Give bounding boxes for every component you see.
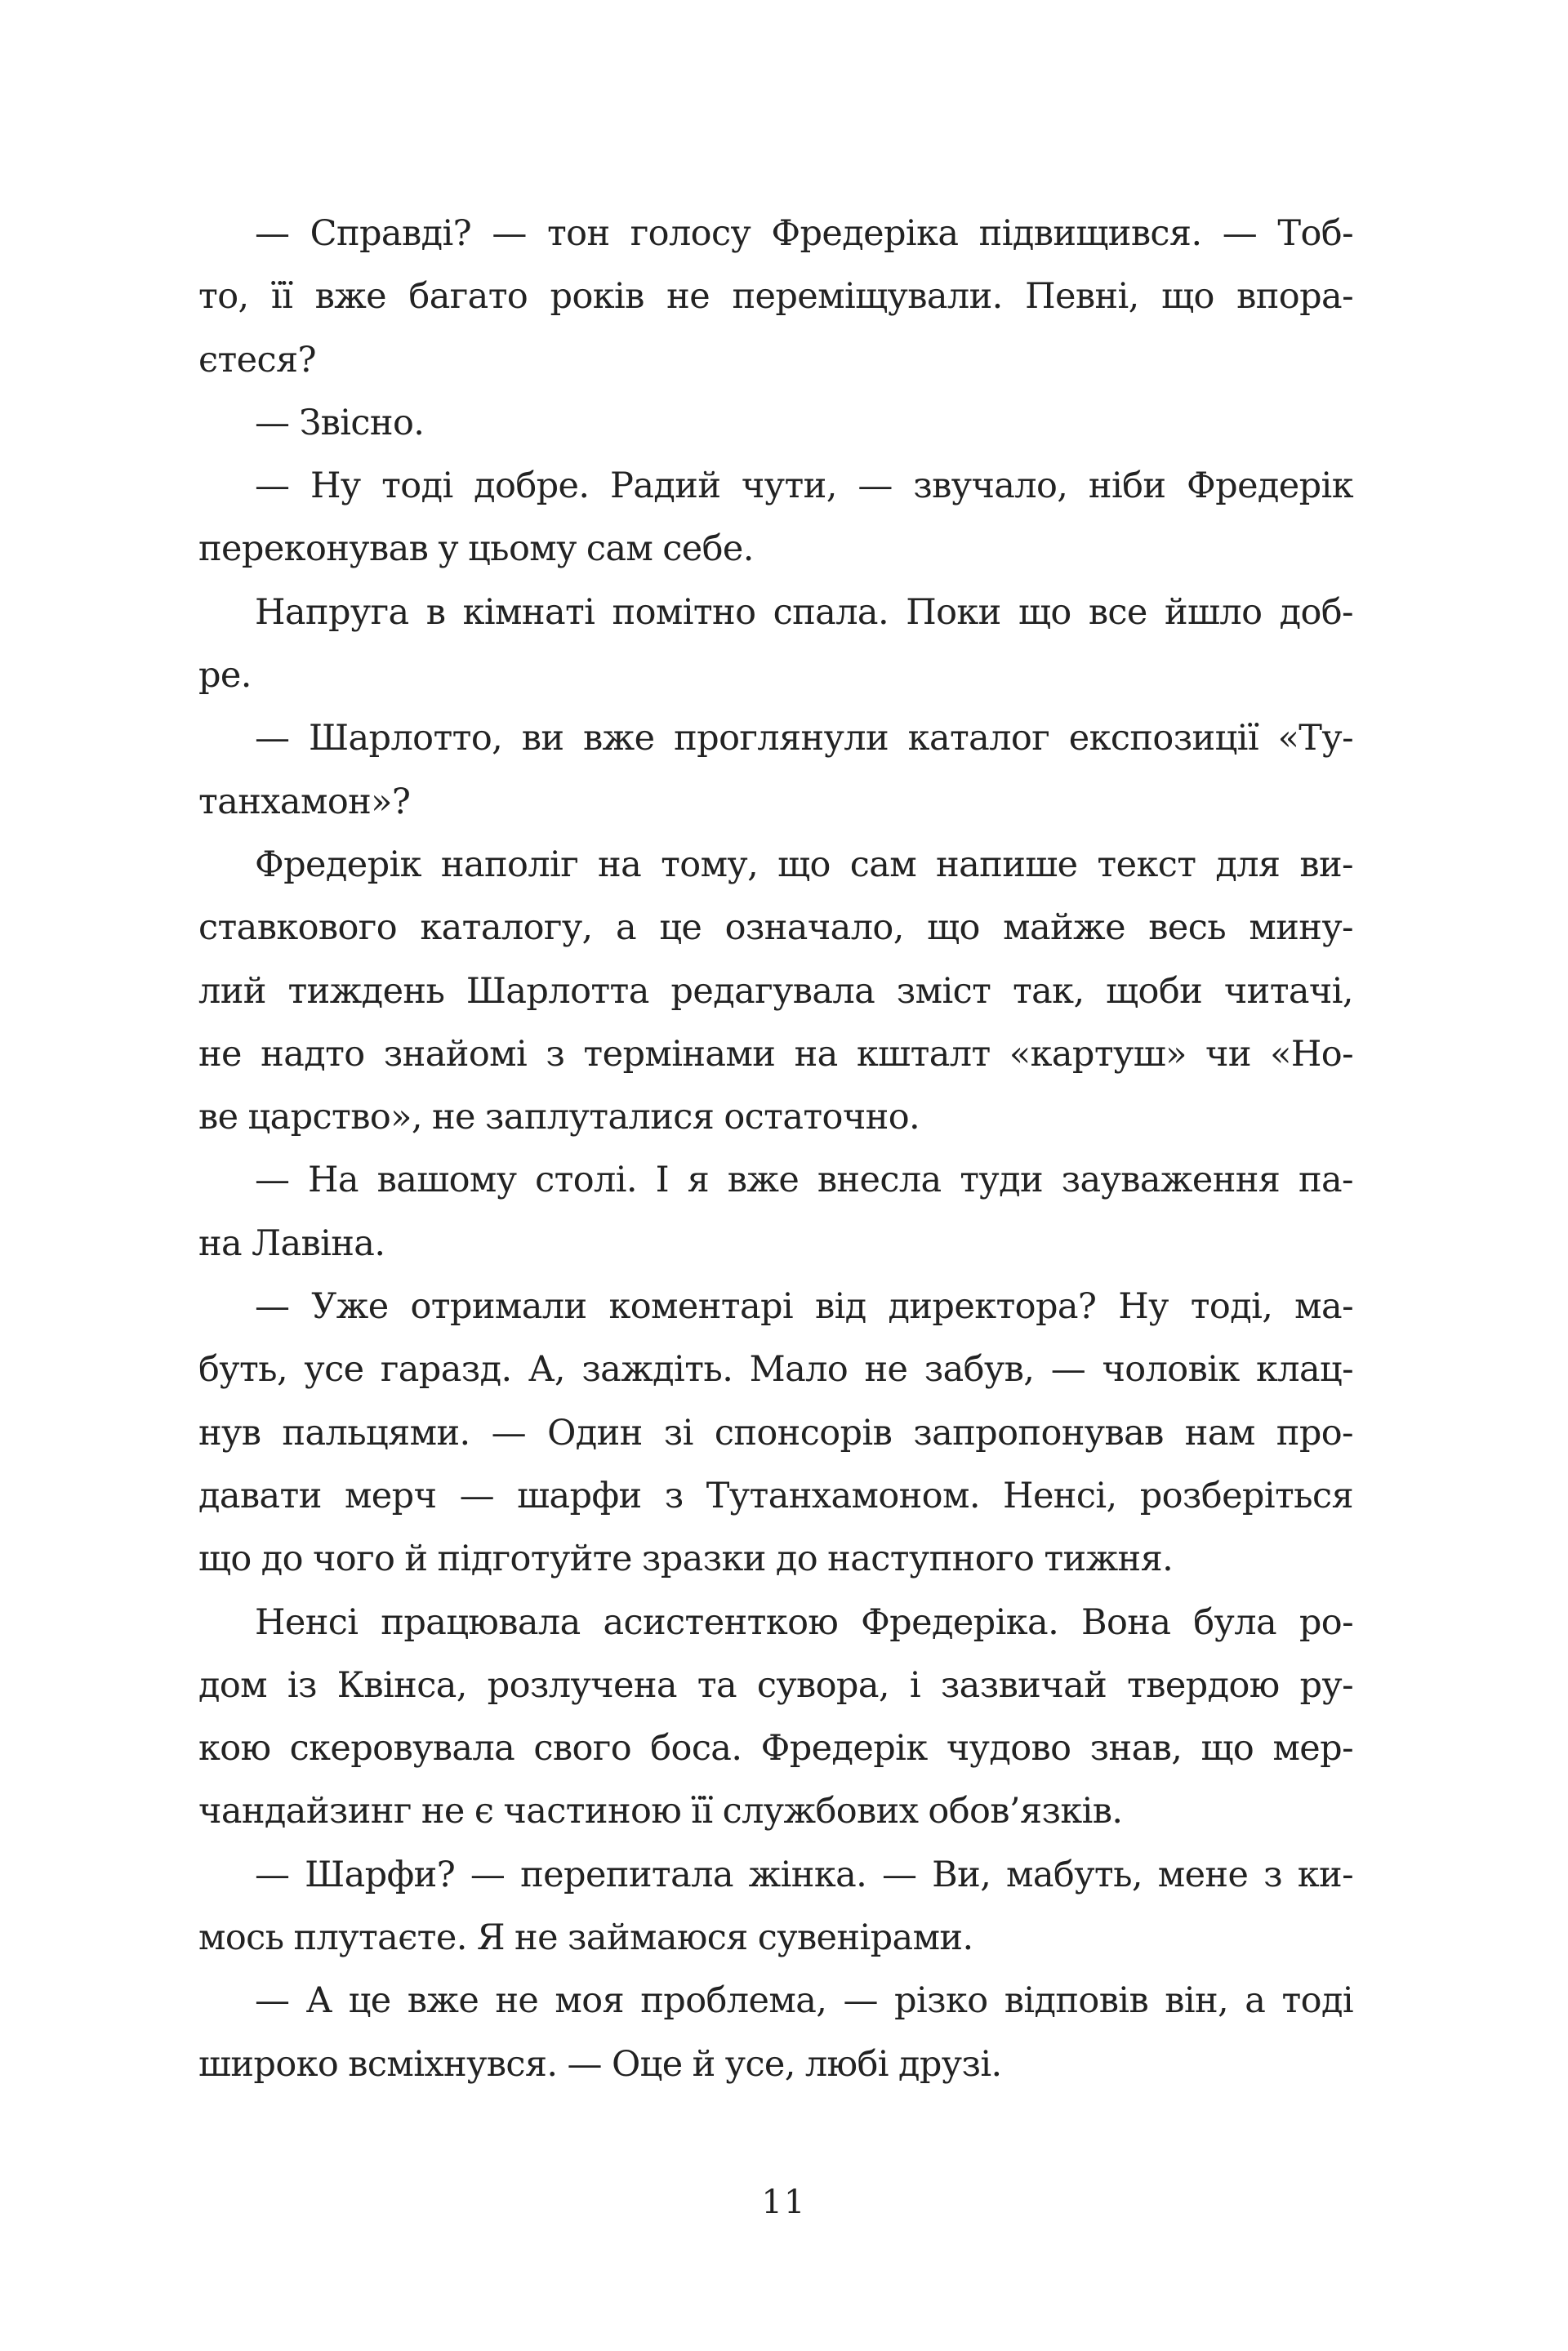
text-line: ве царство», не заплуталися остаточно. [198, 1097, 920, 1138]
text-line: — Уже отримали коментарі від директора? Ну тоді, ма- [255, 1286, 1353, 1328]
page-number: 11 [761, 2184, 807, 2221]
text-line: ставкового каталогу, а це означало, що майже весь мину- [198, 907, 1353, 949]
paragraph [198, 455, 1353, 581]
text-line: — Шарлотто, ви вже проглянули каталог експозиції «Ту- [255, 718, 1353, 759]
text-line: то, її вже багато років не переміщували. Певні, що впора- [198, 276, 1353, 318]
paragraph [198, 834, 1353, 1149]
text-line: — А це вже не моя проблема, — різко відповів він, а тоді [255, 1980, 1353, 2022]
text-line: Фредерік наполіг на тому, що сам напише текст для ви- [255, 844, 1353, 885]
text-line: мось плутаєте. Я не займаюся сувенірами. [198, 1917, 973, 1959]
text-line: на Лавіна. [198, 1222, 385, 1264]
text-line: дом із Квінса, розлучена та сувора, і зазвичай твердою ру- [198, 1664, 1353, 1706]
text-line: ре. [198, 655, 252, 697]
paragraph [198, 1844, 1353, 1970]
text-line: нув пальцями. — Один зі спонсорів запропонував нам про- [198, 1412, 1353, 1454]
paragraph [198, 1970, 1353, 2096]
paragraph [198, 1276, 1353, 1591]
paragraph [198, 392, 1353, 455]
paragraph [198, 707, 1353, 834]
text-line: — Справді? — тон голосу Фредеріка підвищився. — Тоб- [255, 213, 1353, 254]
body-text [198, 203, 1353, 2096]
text-line: лий тиждень Шарлотта редагувала зміст так, щоби читачі, [198, 970, 1353, 1012]
text-line: Напруга в кімнаті помітно спала. Поки що все йшло доб- [255, 591, 1353, 633]
paragraph [198, 1149, 1353, 1276]
text-line: не надто знайомі з термінами на кшталт «картуш» чи «Но- [198, 1033, 1353, 1075]
text-line: танхамон»? [198, 781, 411, 822]
paragraph [198, 203, 1353, 392]
text-line: — Шарфи? — перепитала жінка. — Ви, мабуть, мене з ки- [255, 1854, 1353, 1895]
text-line: — Ну тоді добре. Радий чути, — звучало, ніби Фредерік [255, 465, 1353, 507]
text-line: Ненсі працювала асистенткою Фредеріка. Вона була ро- [255, 1601, 1353, 1643]
paragraph [198, 1592, 1353, 1844]
text-line: — На вашому столі. І я вже внесла туди зауваження па- [255, 1160, 1353, 1201]
text-line: давати мерч — шарфи з Тутанхамоном. Ненсі, розберіться [198, 1475, 1353, 1516]
text-line: переконував у цьому сам себе. [198, 528, 754, 570]
text-line: єтеся? [198, 339, 316, 381]
text-line: широко всміхнувся. — Оце й усе, любі друзі. [198, 2043, 1002, 2085]
paragraph [198, 581, 1353, 708]
text-line: — Звісно. [255, 402, 425, 443]
text-line: чандайзинг не є частиною її службових обов’язків. [198, 1791, 1123, 1832]
text-line: що до чого й підготуйте зразки до наступного тижня. [198, 1538, 1174, 1580]
text-line: буть, усе гаразд. А, заждіть. Мало не забув, — чоловік клац- [198, 1349, 1353, 1391]
text-line: кою скеровувала свого боса. Фредерік чудово знав, що мер- [198, 1728, 1353, 1770]
